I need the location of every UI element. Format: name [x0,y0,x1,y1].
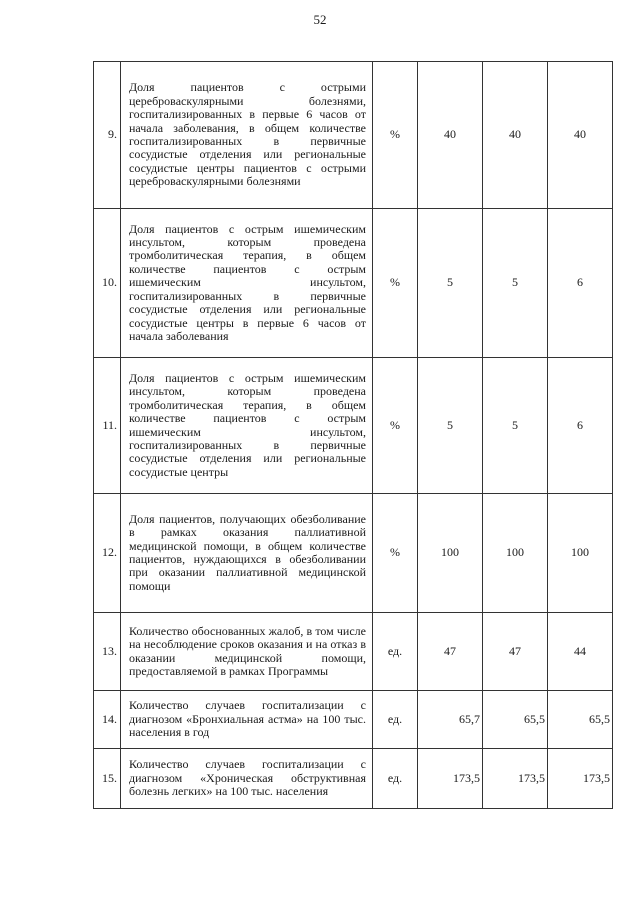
table-row [94,62,613,209]
value-cell-2: 47 [483,613,548,691]
value-cell-2: 173,5 [483,749,548,809]
row-number: 12. [94,494,121,613]
value-cell-3: 100 [548,494,613,613]
value-cell-2: 100 [483,494,548,613]
row-number: 15. [94,749,121,809]
indicator-description [121,613,373,691]
indicator-text: Количество обоснованных жалоб, в том числе на несоблюдение сроков оказания и на отказ в оказании медицинской помощи, предоставляемой в рамках Программы [129,623,366,678]
value-cell-3: 44 [548,613,613,691]
indicator-description [121,62,373,209]
row-number: 9. [94,62,121,209]
value-cell-1: 5 [418,358,483,494]
table-row [94,494,613,613]
value-cell-2: 65,5 [483,691,548,749]
table-row [94,749,613,809]
row-number: 13. [94,613,121,691]
value-cell-1: 100 [418,494,483,613]
value-cell-2: 40 [483,62,548,209]
indicator-text: Доля пациентов, получающих обезболивание в рамках оказания паллиативной медицинской помощи, в общем количестве пациентов, нуждающихся в обезболивании при оказании паллиативной медицинской помощи [129,511,366,593]
value-cell-1: 173,5 [418,749,483,809]
value-cell-3: 40 [548,62,613,209]
indicator-description [121,494,373,613]
value-cell-3: 173,5 [548,749,613,809]
value-cell-1: 40 [418,62,483,209]
indicator-text: Доля пациентов с острым ишемическим инсультом, которым проведена тромболитическая терапия, в общем количестве пациентов с острым ишемическим инсультом, госпитализированных в первичные сосудистые отделения или региональные сосудистые центры в первые 6 часов от начала заболевания [129,221,366,343]
unit-cell: % [373,358,418,494]
row-number: 10. [94,209,121,358]
indicator-text: Количество случаев госпитализации с диагнозом «Бронхиальная астма» на 100 тыс. населения в год [129,698,366,740]
table-row [94,358,613,494]
value-cell-3: 6 [548,209,613,358]
indicator-description [121,691,373,749]
row-number: 11. [94,358,121,494]
unit-cell: % [373,209,418,358]
unit-cell: ед. [373,749,418,809]
page-number: 52 [313,12,327,27]
value-cell-3: 65,5 [548,691,613,749]
value-cell-2: 5 [483,209,548,358]
indicator-description [121,749,373,809]
indicator-text: Количество случаев госпитализации с диагнозом «Хроническая обструктивная болезнь легких» на 100 тыс. населения [129,757,366,799]
indicator-text: Доля пациентов с острыми цереброваскулярными болезнями, госпитализированных в первые 6 часов от начала заболевания, в общем количестве госпитализированных в первичные сосудистые отделения или региональные сосудистые центры пациентов с острыми цереброваскулярными болезнями [129,80,366,189]
unit-cell: ед. [373,613,418,691]
table-row [94,613,613,691]
value-cell-2: 5 [483,358,548,494]
unit-cell: ед. [373,691,418,749]
value-cell-3: 6 [548,358,613,494]
value-cell-1: 47 [418,613,483,691]
indicators-table [93,61,613,809]
row-number: 14. [94,691,121,749]
indicator-text: Доля пациентов с острым ишемическим инсультом, которым проведена тромболитическая терапия, в общем количестве пациентов с острым ишемическим инсультом, госпитализированных в первичные сосудистые отделения или региональные сосудистые центры [129,370,366,479]
value-cell-1: 5 [418,209,483,358]
unit-cell: % [373,62,418,209]
value-cell-1: 65,7 [418,691,483,749]
table-row [94,209,613,358]
indicator-description [121,209,373,358]
unit-cell: % [373,494,418,613]
table-row [94,691,613,749]
indicator-description [121,358,373,494]
